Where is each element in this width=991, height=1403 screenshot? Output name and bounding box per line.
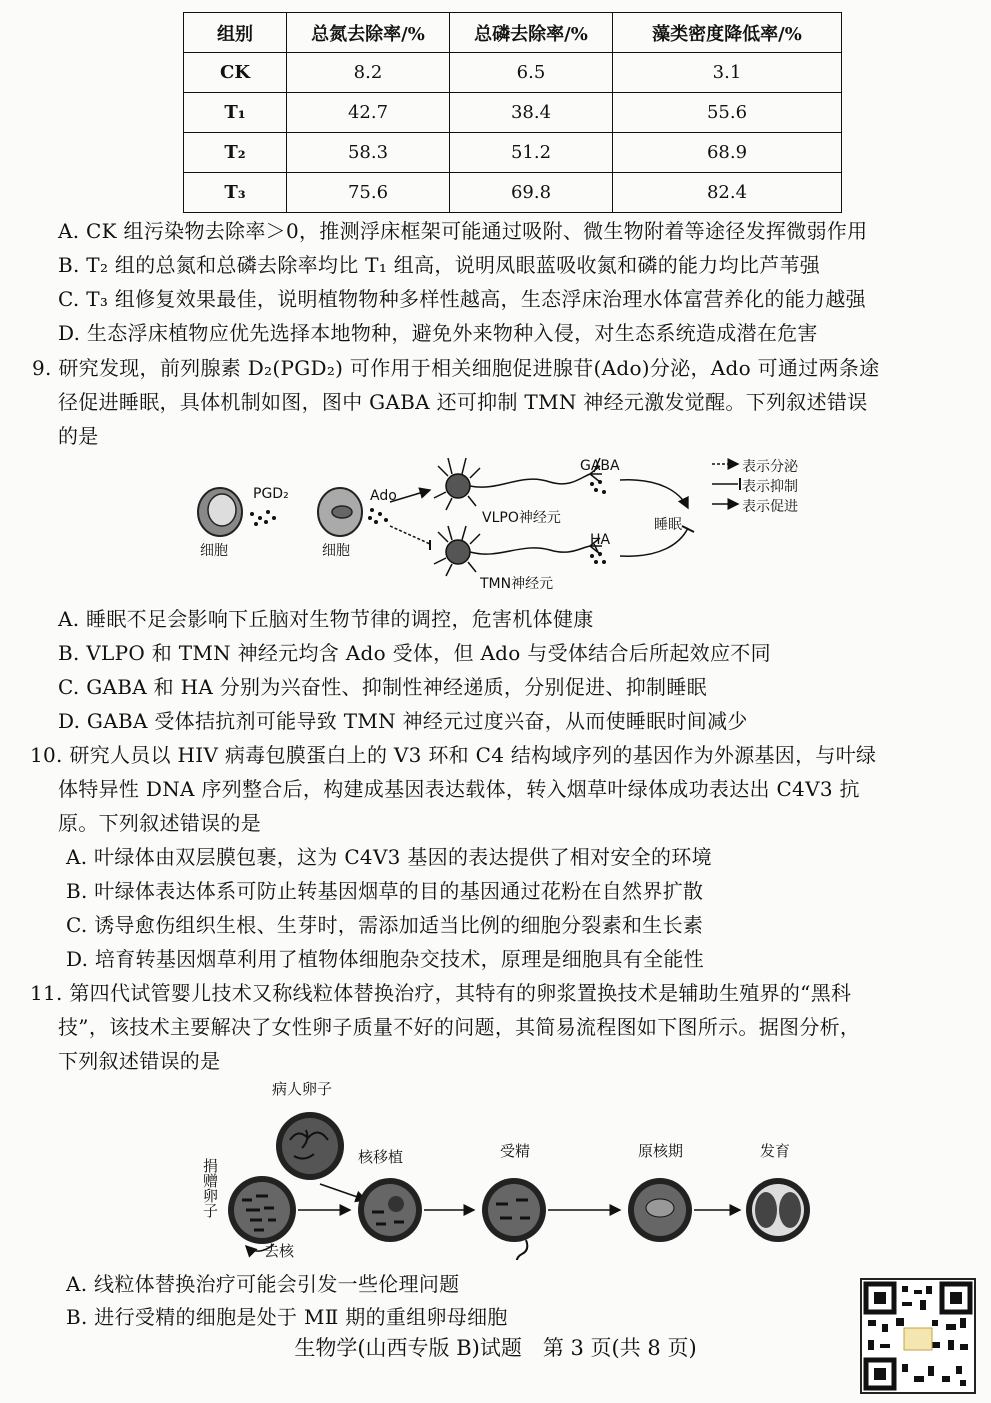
legend-inhibit: 表示抑制 [742, 479, 798, 495]
q11-stem-line1: 11. 第四代试管婴儿技术又称线粒体替换治疗，其特有的卵浆置换技术是辅助生殖界的“黑科 [30, 981, 852, 1005]
ha-label: HA [590, 532, 611, 548]
table-cell: 51.2 [450, 133, 613, 173]
q9-option-a: A. 睡眠不足会影响下丘脑对生物节律的调控，危害机体健康 [58, 607, 594, 631]
patient-egg-graphic [276, 1112, 344, 1180]
q8-option-d: D. 生态浮床植物应优先选择本地物种，避免外来物种入侵，对生态系统造成潜在危害 [58, 321, 818, 345]
pgd2-dots [250, 510, 276, 526]
tmn-label: TMN神经元 [480, 576, 554, 592]
ivf-flow-diagram [190, 1100, 830, 1260]
q9-option-c: C. GABA 和 HA 分别为兴奋性、抑制性神经递质，分别促进、抑制睡眠 [58, 675, 707, 699]
develop-egg-graphic [746, 1178, 810, 1242]
cell-1-label: 细胞 [200, 543, 228, 559]
q8-option-a: A. CK 组污染物去除率＞0，推测浮床框架可能通过吸附、微生物附着等途径发挥微弱作用 [58, 219, 868, 243]
table-cell: T₁ [184, 93, 287, 133]
pronucleus-label: 原核期 [638, 1142, 684, 1160]
table-cell: 38.4 [450, 93, 613, 133]
q10-option-c: C. 诱导愈伤组织生根、生芽时，需添加适当比例的细胞分裂素和生长素 [66, 913, 704, 937]
table-row [184, 133, 842, 173]
ha-dots [590, 552, 606, 564]
table-cell: T₃ [184, 173, 287, 213]
transfer-egg-graphic [358, 1178, 422, 1242]
patient-egg-label: 病人卵子 [272, 1080, 333, 1098]
pronucleus-egg-graphic [628, 1178, 692, 1242]
q11-option-a: A. 线粒体替换治疗可能会引发一些伦理问题 [66, 1272, 460, 1296]
table-row [184, 93, 842, 133]
sleep-label: 睡眠 [654, 517, 682, 533]
transfer-label: 核移植 [358, 1148, 404, 1166]
table-cell: 75.6 [287, 173, 450, 213]
gaba-dots [590, 480, 606, 494]
table-header: 总氮去除率/% [287, 13, 450, 53]
fertilize-egg-graphic [482, 1178, 546, 1260]
cell-2-label: 细胞 [322, 543, 350, 559]
ado-label: Ado [370, 488, 397, 504]
table-cell: 3.1 [613, 53, 842, 93]
donor-egg-label: 捐赠卵子 [201, 1158, 219, 1218]
fertilize-label: 受精 [500, 1142, 531, 1160]
vlpo-label: VLPO神经元 [482, 510, 561, 526]
tmn-neuron-graphic [434, 526, 602, 576]
q9-stem-line1: 9. 研究发现，前列腺素 D₂(PGD₂) 可作用于相关细胞促进腺苷(Ado)分泌，Ado 可通过两条途 [32, 356, 880, 380]
table-cell: 6.5 [450, 53, 613, 93]
develop-label: 发育 [760, 1142, 791, 1160]
q10-option-b: B. 叶绿体表达体系可防止转基因烟草的目的基因通过花粉在自然界扩散 [66, 879, 704, 903]
table-cell: 68.9 [613, 133, 842, 173]
donor-egg-graphic [228, 1176, 296, 1244]
q11-option-b: B. 进行受精的细胞是处于 MⅡ 期的重组卵母细胞 [66, 1305, 508, 1329]
table-header: 组别 [184, 13, 287, 53]
q11-stem-line3: 下列叙述错误的是 [58, 1049, 221, 1073]
table-cell: 8.2 [287, 53, 450, 93]
table-cell: 42.7 [287, 93, 450, 133]
pgd2-label: PGD₂ [253, 486, 289, 502]
table-cell: 69.8 [450, 173, 613, 213]
table-header: 总磷去除率/% [450, 13, 613, 53]
ado-dots [368, 508, 388, 524]
table-cell: CK [184, 53, 287, 93]
q11-stem-line2: 技”，该技术主要解决了女性卵子质量不好的问题，其简易流程图如下图所示。据图分析， [58, 1015, 861, 1039]
legend-secrete: 表示分泌 [742, 459, 798, 475]
legend-promote: 表示促进 [742, 499, 798, 515]
q9-option-b: B. VLPO 和 TMN 神经元均含 Ado 受体，但 Ado 与受体结合后所起效应不同 [58, 641, 771, 665]
table-cell: 82.4 [613, 173, 842, 213]
table-cell: 58.3 [287, 133, 450, 173]
page-footer: 生物学(山西专版 B)试题 第 3 页(共 8 页) [294, 1336, 697, 1360]
q10-option-a: A. 叶绿体由双层膜包裹，这为 C4V3 基因的表达提供了相对安全的环境 [66, 845, 712, 869]
table-row [184, 173, 842, 213]
q9-stem-line2: 径促进睡眠，具体机制如图，图中 GABA 还可抑制 TMN 神经元激发觉醒。下列叙述错误 [58, 390, 868, 414]
vlpo-neuron-graphic [434, 458, 602, 510]
q9-stem-line3: 的是 [58, 424, 99, 448]
q10-stem-line2: 体特异性 DNA 序列整合后，构建成基因表达载体，转入烟草叶绿体成功表达出 C4V3 抗 [58, 777, 860, 801]
q8-option-b: B. T₂ 组的总氮和总磷去除率均比 T₁ 组高，说明凤眼蓝吸收氮和磷的能力均比芦苇强 [58, 253, 821, 277]
q10-stem-line3: 原。下列叙述错误的是 [58, 811, 261, 835]
gaba-label: GABA [580, 458, 620, 474]
data-table [183, 12, 842, 213]
table-row [184, 53, 842, 93]
cell-2-graphic [318, 488, 362, 536]
enucleate-label: 去核 [264, 1242, 295, 1260]
table-cell: T₂ [184, 133, 287, 173]
table-header-row [184, 13, 842, 53]
table-header: 藻类密度降低率/% [613, 13, 842, 53]
cell-1-graphic [198, 488, 242, 536]
table-cell: 55.6 [613, 93, 842, 133]
q8-option-c: C. T₃ 组修复效果最佳，说明植物物种多样性越高，生态浮床治理水体富营养化的能力越强 [58, 287, 866, 311]
q10-option-d: D. 培育转基因烟草利用了植物体细胞杂交技术，原理是细胞具有全能性 [66, 947, 704, 971]
q9-option-d: D. GABA 受体拮抗剂可能导致 TMN 神经元过度兴奋，从而使睡眠时间减少 [58, 709, 748, 733]
q10-stem-line1: 10. 研究人员以 HIV 病毒包膜蛋白上的 V3 环和 C4 结构域序列的基因作为外源基因，与叶绿 [30, 743, 877, 767]
